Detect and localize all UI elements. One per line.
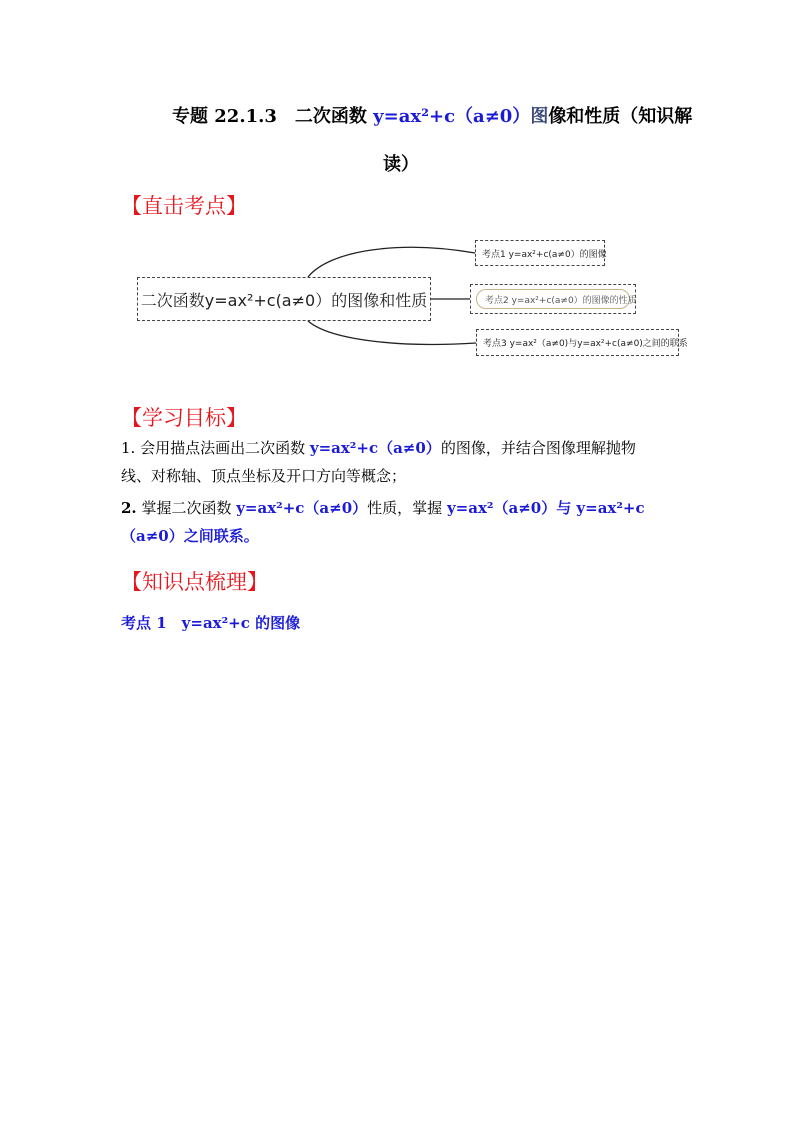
mindmap-connectors bbox=[0, 0, 800, 420]
section-heading-direct: 【直击考点】 bbox=[121, 194, 247, 218]
section-heading-knowledge: 【知识点梳理】 bbox=[121, 570, 268, 594]
mindmap-node-2 bbox=[470, 284, 636, 314]
goal-2-line-1 bbox=[121, 496, 645, 520]
goal-1-formula: y=ax²+c（a≠0） bbox=[309, 439, 441, 457]
goal-1-line-2: 线、对称轴、顶点坐标及开口方向等概念； bbox=[121, 467, 407, 485]
section-heading-goals: 【学习目标】 bbox=[121, 406, 247, 430]
title-rest: 像和性质（知识解 bbox=[548, 106, 693, 127]
goal-2-formula-2: y=ax²（a≠0）与 y=ax²+c bbox=[446, 499, 645, 517]
goal-2-line-2: （a≠0）之间联系。 bbox=[121, 527, 259, 545]
mindmap-node-2-label: 考点2 y=ax²+c(a≠0）的图像的性质 bbox=[476, 289, 630, 309]
mindmap-node-1: 考点1 y=ax²+c(a≠0）的图像 bbox=[475, 240, 605, 266]
goal-1-text: 1. 会用描点法画出二次函数 bbox=[121, 439, 310, 457]
goal-2-formula: y=ax²+c（a≠0） bbox=[236, 499, 368, 517]
goal-1-line-1 bbox=[121, 436, 636, 460]
point-1-heading: 考点 1 y=ax²+c 的图像 bbox=[121, 614, 301, 632]
title-suffix: 图 bbox=[530, 106, 549, 127]
goal-2-number: 2. bbox=[121, 499, 137, 517]
mindmap-node-3: 考点3 y=ax²（a≠0)与y=ax²+c(a≠0)之间的联系 bbox=[476, 329, 679, 356]
goal-2-text: 掌握二次函数 bbox=[136, 499, 237, 517]
title-formula: y=ax²+c（a≠0） bbox=[373, 106, 531, 127]
doc-title-line2: 读） bbox=[383, 154, 419, 175]
goal-1-text-b: 的图像，并结合图像理解抛物 bbox=[440, 439, 636, 457]
goal-2-text-b: 性质，掌握 bbox=[367, 499, 447, 517]
title-prefix: 专题 22.1.3 二次函数 bbox=[172, 106, 374, 127]
mindmap-main-node: 二次函数y=ax²+c(a≠0）的图像和性质 bbox=[137, 277, 431, 321]
